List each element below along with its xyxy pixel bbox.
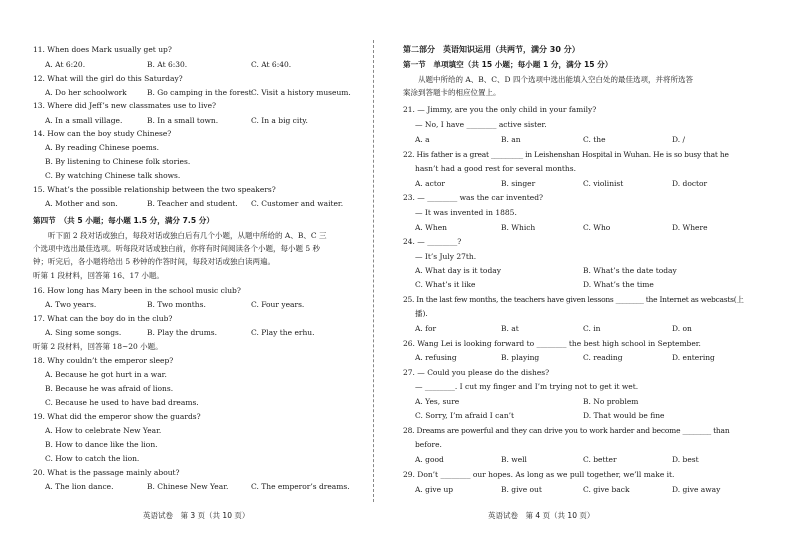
question-28-option-a: A. good [415,455,444,464]
section-1-title: 第一节 单项填空（共 15 小题；每小题 1 分，满分 15 分） [403,60,613,69]
question-24-option-a: A. What day is it today [415,266,501,275]
question-13-option-c: C. In a big city. [251,116,308,125]
question-11-option-b: B. At 6:30. [147,60,188,69]
question-24-option-d: D. What’s the time [583,280,654,289]
question-26-option-b: B. playing [501,353,540,362]
question-26-stem: 26. Wang Lei is looking forward to ________ the best high school in September. [403,339,701,348]
question-28-option-b: B. well [501,455,527,464]
section-4-instructions-line-3: 钟；听完后，各小题将给出 5 秒钟的作答时间，每段对话或独白读两遍。 [33,257,276,266]
question-20-option-c: C. The emperor’s dreams. [251,482,350,491]
question-28-stem-2: before. [415,440,442,449]
question-23-option-b: B. Which [501,223,536,232]
question-21-option-d: D. / [672,135,686,144]
question-24-option-b: B. What’s the date today [583,266,677,275]
question-14-stem: 14. How can the boy study Chinese? [33,129,172,138]
question-17-option-a: A. Sing some songs. [45,328,122,337]
right-page-footer: 英语试卷 第 4 页（共 10 页） [488,511,595,520]
question-28-option-c: C. better [583,455,617,464]
question-20-option-a: A. The lion dance. [45,482,114,491]
question-27-stem-2: — ________. I cut my finger and I’m trying not to get it wet. [415,382,639,391]
question-15-option-b: B. Teacher and student. [147,199,238,208]
question-19-option-b: B. How to dance like the lion. [45,440,158,449]
question-21-option-c: C. the [583,135,606,144]
question-24-stem-2: — It’s July 27th. [415,252,477,261]
section-4-instructions-line-2: 个选项中选出最佳选项。听每段对话或独白前，你将有时间阅读各个小题，每小题 5 秒 [33,244,321,253]
question-12-option-a: A. Do her schoolwork [45,88,127,97]
question-12-option-c: C. Visit a history museum. [251,88,351,97]
question-29-stem: 29. Don’t ________ our hopes. As long as we pull together, we’ll make it. [403,470,675,479]
question-24-stem: 24. — ________? [403,237,462,246]
right-column [403,0,744,560]
question-20-option-b: B. Chinese New Year. [147,482,229,491]
question-28-option-d: D. best [672,455,699,464]
question-13-option-b: B. In a small town. [147,116,219,125]
question-29-option-d: D. give away [672,485,721,494]
question-16-option-a: A. Two years. [45,300,97,309]
question-26-option-a: A. refusing [415,353,457,362]
question-18-stem: 18. Why couldn’t the emperor sleep? [33,356,174,365]
question-21-stem: 21. — Jimmy, are you the only child in your family? [403,105,597,114]
question-23-option-d: D. Where [672,223,708,232]
section-1-instructions-line-1: 从题中所给的 A、B、C、D 四个选项中选出能填入空白处的最佳选项，并将所选答 [403,75,693,84]
question-23-stem: 23. — ________ was the car invented? [403,193,544,202]
question-19-stem: 19. What did the emperor show the guards? [33,412,201,421]
question-14-option-a: A. By reading Chinese poems. [45,143,160,152]
question-27-option-d: D. That would be fine [583,411,665,420]
question-11-option-c: C. At 6:40. [251,60,292,69]
question-15-option-a: A. Mother and son. [45,199,118,208]
question-11-stem: 11. When does Mark usually get up? [33,45,172,54]
section-4-instructions-line-1: 听下面 2 段对话或独白，每段对话或独白后有几个小题，从题中所给的 A、B、C 三 [33,231,327,240]
question-22-stem: 22. His father is a great _________ in Leishenshan Hospital in Wuhan. He is so busy that he [403,150,729,159]
question-29-option-b: B. give out [501,485,542,494]
question-27-option-a: A. Yes, sure [415,397,460,406]
material-1-note: 听第 1 段材料，回答第 16、17 小题。 [33,271,164,280]
question-27-option-b: B. No problem [583,397,639,406]
question-12-stem: 12. What will the girl do this Saturday? [33,74,183,83]
question-11-option-a: A. At 6:20. [45,60,86,69]
question-21-option-a: A. a [415,135,430,144]
question-25-stem-2: 播). [415,309,428,318]
question-22-stem-2: hasn’t had a good rest for several months. [415,164,576,173]
question-13-option-a: A. In a small village. [45,116,123,125]
question-29-option-c: C. give back [583,485,630,494]
question-25-option-b: B. at [501,324,519,333]
left-column [33,0,363,560]
material-2-note: 听第 2 段材料，回答第 18~20 小题。 [33,342,163,351]
question-21-option-b: B. an [501,135,521,144]
question-15-option-c: C. Customer and waiter. [251,199,344,208]
question-26-option-d: D. entering [672,353,715,362]
section-1-instructions-line-2: 案涂到答题卡的相应位置上。 [403,88,501,97]
question-14-option-c: C. By watching Chinese talk shows. [45,171,181,180]
question-12-option-b: B. Go camping in the forest [147,88,252,97]
question-22-option-a: A. actor [415,179,445,188]
question-16-option-c: C. Four years. [251,300,305,309]
left-page-footer: 英语试卷 第 3 页（共 10 页） [143,511,250,520]
question-18-option-a: A. Because he got hurt in a war. [45,370,167,379]
question-23-option-a: A. When [415,223,447,232]
page-divider [373,40,374,502]
part-2-title: 第二部分 英语知识运用（共两节，满分 30 分） [403,45,580,54]
question-17-stem: 17. What can the boy do in the club? [33,314,173,323]
question-20-stem: 20. What is the passage mainly about? [33,468,180,477]
question-24-option-c: C. What’s it like [415,280,476,289]
question-16-stem: 16. How long has Mary been in the school music club? [33,286,241,295]
question-18-option-c: C. Because he used to have bad dreams. [45,398,199,407]
question-28-stem: 28. Dreams are powerful and they can drive you to work harder and become ________ than [403,426,730,435]
question-19-option-c: C. How to catch the lion. [45,454,140,463]
question-29-option-a: A. give up [415,485,454,494]
question-14-option-b: B. By listening to Chinese folk stories. [45,157,191,166]
question-25-option-a: A. for [415,324,437,333]
question-16-option-b: B. Two months. [147,300,206,309]
question-19-option-a: A. How to celebrate New Year. [45,426,162,435]
question-22-option-c: C. violinist [583,179,624,188]
question-25-option-c: C. in [583,324,601,333]
question-15-stem: 15. What’s the possible relationship between the two speakers? [33,185,276,194]
question-18-option-b: B. Because he was afraid of lions. [45,384,174,393]
question-27-stem: 27. — Could you please do the dishes? [403,368,550,377]
question-21-stem-2: — No, I have ________ active sister. [415,120,547,129]
question-26-option-c: C. reading [583,353,623,362]
question-22-option-d: D. doctor [672,179,708,188]
question-17-option-c: C. Play the erhu. [251,328,315,337]
section-4-title: 第四节 （共 5 小题；每小题 1.5 分，满分 7.5 分） [33,216,214,225]
question-23-stem-2: — It was invented in 1885. [415,208,517,217]
question-27-option-c: C. Sorry, I’m afraid I can’t [415,411,515,420]
question-17-option-b: B. Play the drums. [147,328,218,337]
question-25-option-d: D. on [672,324,692,333]
question-25-stem: 25. In the last few months, the teachers have given lessons ________ the Internet as webcasts(上 [403,295,744,304]
question-23-option-c: C. Who [583,223,611,232]
question-22-option-b: B. singer [501,179,536,188]
question-13-stem: 13. Where did Jeff’s new classmates use to live? [33,101,217,110]
